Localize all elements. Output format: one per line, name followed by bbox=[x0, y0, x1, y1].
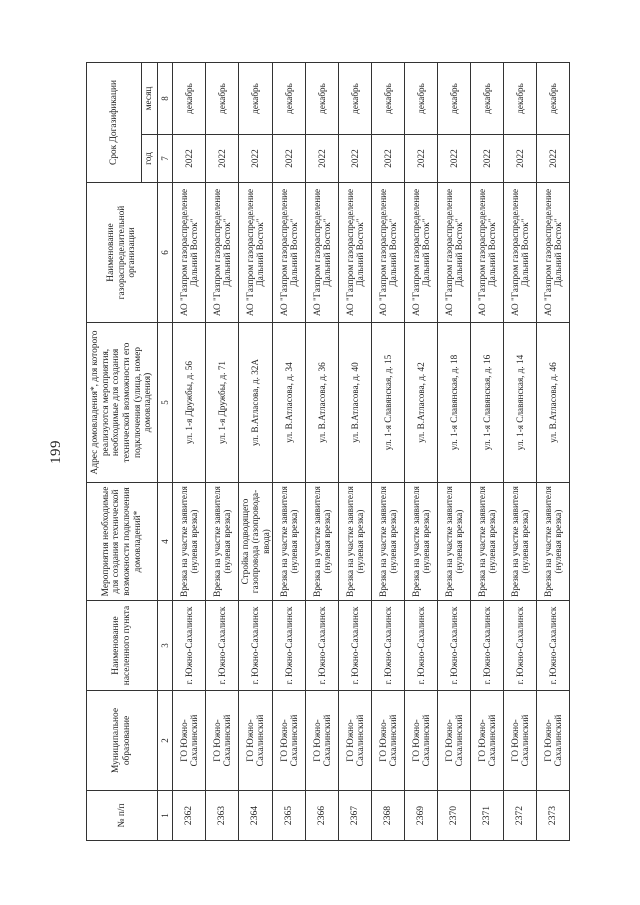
header-number: № п/п bbox=[87, 791, 158, 841]
column-number: 1 bbox=[158, 791, 173, 841]
column-number: 6 bbox=[158, 183, 173, 323]
year-cell: 2022 bbox=[437, 135, 470, 183]
header-year: год bbox=[142, 135, 158, 183]
address-cell: ул. В.Атласова, д. 42 bbox=[404, 323, 437, 483]
table-row bbox=[536, 63, 569, 841]
row-number: 2368 bbox=[371, 791, 404, 841]
column-number: 4 bbox=[158, 483, 173, 601]
measure-cell: Врезка на участке заявителя (нулевая врезка) bbox=[404, 483, 437, 601]
settlement-cell: г. Южно-Сахалинск bbox=[404, 601, 437, 691]
header-settlement: Наименование населенного пункта bbox=[87, 601, 158, 691]
month-cell: декабрь bbox=[206, 63, 239, 135]
rotated-page bbox=[40, 57, 600, 847]
row-number: 2362 bbox=[173, 791, 206, 841]
organization-cell: АО "Газпром газораспределение Дальний Восток" bbox=[239, 183, 273, 323]
month-cell: декабрь bbox=[404, 63, 437, 135]
month-cell: декабрь bbox=[536, 63, 569, 135]
measure-cell: Врезка на участке заявителя (нулевая врезка) bbox=[173, 483, 206, 601]
row-number: 2373 bbox=[536, 791, 569, 841]
year-cell: 2022 bbox=[503, 135, 536, 183]
row-number: 2365 bbox=[272, 791, 305, 841]
row-number: 2366 bbox=[305, 791, 338, 841]
year-cell: 2022 bbox=[206, 135, 239, 183]
organization-cell: АО "Газпром газораспределение Дальний Восток" bbox=[206, 183, 239, 323]
gasification-table bbox=[86, 62, 570, 841]
measure-cell: Врезка на участке заявителя (нулевая врезка) bbox=[206, 483, 239, 601]
municipality-cell: ГО Южно-Сахалинский bbox=[206, 691, 239, 791]
settlement-cell: г. Южно-Сахалинск bbox=[305, 601, 338, 691]
municipality-cell: ГО Южно-Сахалинский bbox=[536, 691, 569, 791]
month-cell: декабрь bbox=[272, 63, 305, 135]
row-number: 2370 bbox=[437, 791, 470, 841]
table-row bbox=[470, 63, 503, 841]
settlement-cell: г. Южно-Сахалинск bbox=[272, 601, 305, 691]
year-cell: 2022 bbox=[371, 135, 404, 183]
measure-cell: Стройка подводящего газопровода (газопровода-ввода) bbox=[239, 483, 273, 601]
year-cell: 2022 bbox=[536, 135, 569, 183]
year-cell: 2022 bbox=[239, 135, 273, 183]
municipality-cell: ГО Южно-Сахалинский bbox=[503, 691, 536, 791]
organization-cell: АО "Газпром газораспределение Дальний Восток" bbox=[371, 183, 404, 323]
column-number: 3 bbox=[158, 601, 173, 691]
settlement-cell: г. Южно-Сахалинск bbox=[206, 601, 239, 691]
year-cell: 2022 bbox=[470, 135, 503, 183]
organization-cell: АО "Газпром газораспределение Дальний Восток" bbox=[404, 183, 437, 323]
settlement-cell: г. Южно-Сахалинск bbox=[239, 601, 273, 691]
row-number: 2371 bbox=[470, 791, 503, 841]
row-number: 2369 bbox=[404, 791, 437, 841]
organization-cell: АО "Газпром газораспределение Дальний Восток" bbox=[305, 183, 338, 323]
municipality-cell: ГО Южно-Сахалинский bbox=[239, 691, 273, 791]
measure-cell: Врезка на участке заявителя (нулевая врезка) bbox=[437, 483, 470, 601]
municipality-cell: ГО Южно-Сахалинский bbox=[371, 691, 404, 791]
month-cell: декабрь bbox=[470, 63, 503, 135]
municipality-cell: ГО Южно-Сахалинский bbox=[173, 691, 206, 791]
header-organization: Наименование газораспределительной организации bbox=[87, 183, 158, 323]
measure-cell: Врезка на участке заявителя (нулевая врезка) bbox=[503, 483, 536, 601]
month-cell: декабрь bbox=[305, 63, 338, 135]
table-row bbox=[371, 63, 404, 841]
settlement-cell: г. Южно-Сахалинск bbox=[338, 601, 371, 691]
address-cell: ул. 1-я Славянская, д. 14 bbox=[503, 323, 536, 483]
header-deadline: Срок Догазификации bbox=[87, 63, 142, 183]
table-row bbox=[404, 63, 437, 841]
month-cell: декабрь bbox=[503, 63, 536, 135]
table-row bbox=[437, 63, 470, 841]
address-cell: ул. В.Атласова, д. 32А bbox=[239, 323, 273, 483]
column-number: 5 bbox=[158, 323, 173, 483]
address-cell: ул. В.Атласова, д. 46 bbox=[536, 323, 569, 483]
municipality-cell: ГО Южно-Сахалинский bbox=[470, 691, 503, 791]
column-number: 7 bbox=[158, 135, 173, 183]
month-cell: декабрь bbox=[371, 63, 404, 135]
municipality-cell: ГО Южно-Сахалинский bbox=[404, 691, 437, 791]
measure-cell: Врезка на участке заявителя (нулевая врезка) bbox=[470, 483, 503, 601]
row-number: 2363 bbox=[206, 791, 239, 841]
settlement-cell: г. Южно-Сахалинск bbox=[437, 601, 470, 691]
measure-cell: Врезка на участке заявителя (нулевая врезка) bbox=[371, 483, 404, 601]
measure-cell: Врезка на участке заявителя (нулевая врезка) bbox=[338, 483, 371, 601]
header-municipality: Муниципальное образование bbox=[87, 691, 158, 791]
year-cell: 2022 bbox=[173, 135, 206, 183]
settlement-cell: г. Южно-Сахалинск bbox=[536, 601, 569, 691]
municipality-cell: ГО Южно-Сахалинский bbox=[437, 691, 470, 791]
address-cell: ул. 1-я Славянская, д. 16 bbox=[470, 323, 503, 483]
header-address: Адрес домовладения*, для которого реализуются мероприятия, необходимые для создания технической возможности его подключения (улица, номер домовладения) bbox=[87, 323, 158, 483]
month-cell: декабрь bbox=[173, 63, 206, 135]
table-row bbox=[338, 63, 371, 841]
row-number: 2367 bbox=[338, 791, 371, 841]
month-cell: декабрь bbox=[437, 63, 470, 135]
measure-cell: Врезка на участке заявителя (нулевая врезка) bbox=[305, 483, 338, 601]
year-cell: 2022 bbox=[305, 135, 338, 183]
address-cell: ул. 1-я Славянская, д. 15 bbox=[371, 323, 404, 483]
table-row bbox=[305, 63, 338, 841]
page-number: 199 bbox=[48, 440, 64, 464]
settlement-cell: г. Южно-Сахалинск bbox=[173, 601, 206, 691]
measure-cell: Врезка на участке заявителя (нулевая врезка) bbox=[536, 483, 569, 601]
organization-cell: АО "Газпром газораспределение Дальний Восток" bbox=[470, 183, 503, 323]
address-cell: ул. 1-я Славянская, д. 18 bbox=[437, 323, 470, 483]
header-measures: Мероприятия необходимые для создания технической возможности подключения домовладений* bbox=[87, 483, 158, 601]
header-month: месяц bbox=[142, 63, 158, 135]
address-cell: ул. В.Атласова, д. 36 bbox=[305, 323, 338, 483]
measure-cell: Врезка на участке заявителя (нулевая врезка) bbox=[272, 483, 305, 601]
organization-cell: АО "Газпром газораспределение Дальний Восток" bbox=[437, 183, 470, 323]
organization-cell: АО "Газпром газораспределение Дальний Восток" bbox=[503, 183, 536, 323]
settlement-cell: г. Южно-Сахалинск bbox=[371, 601, 404, 691]
municipality-cell: ГО Южно-Сахалинский bbox=[338, 691, 371, 791]
address-cell: ул. 1-я Дружбы, д. 71 bbox=[206, 323, 239, 483]
organization-cell: АО "Газпром газораспределение Дальний Восток" bbox=[272, 183, 305, 323]
address-cell: ул. 1-я Дружбы, д. 56 bbox=[173, 323, 206, 483]
table-row bbox=[272, 63, 305, 841]
organization-cell: АО "Газпром газораспределение Дальний Восток" bbox=[338, 183, 371, 323]
column-number: 2 bbox=[158, 691, 173, 791]
settlement-cell: г. Южно-Сахалинск bbox=[470, 601, 503, 691]
row-number: 2364 bbox=[239, 791, 273, 841]
column-numbers-row bbox=[158, 63, 173, 841]
municipality-cell: ГО Южно-Сахалинский bbox=[305, 691, 338, 791]
address-cell: ул. В.Атласова, д. 34 bbox=[272, 323, 305, 483]
organization-cell: АО "Газпром газораспределение Дальний Восток" bbox=[536, 183, 569, 323]
table-row bbox=[239, 63, 273, 841]
table-row bbox=[173, 63, 206, 841]
municipality-cell: ГО Южно-Сахалинский bbox=[272, 691, 305, 791]
organization-cell: АО "Газпром газораспределение Дальний Восток" bbox=[173, 183, 206, 323]
table-row bbox=[503, 63, 536, 841]
address-cell: ул. В.Атласова, д. 40 bbox=[338, 323, 371, 483]
year-cell: 2022 bbox=[404, 135, 437, 183]
column-number: 8 bbox=[158, 63, 173, 135]
year-cell: 2022 bbox=[272, 135, 305, 183]
settlement-cell: г. Южно-Сахалинск bbox=[503, 601, 536, 691]
month-cell: декабрь bbox=[338, 63, 371, 135]
year-cell: 2022 bbox=[338, 135, 371, 183]
row-number: 2372 bbox=[503, 791, 536, 841]
table-row bbox=[206, 63, 239, 841]
month-cell: декабрь bbox=[239, 63, 273, 135]
